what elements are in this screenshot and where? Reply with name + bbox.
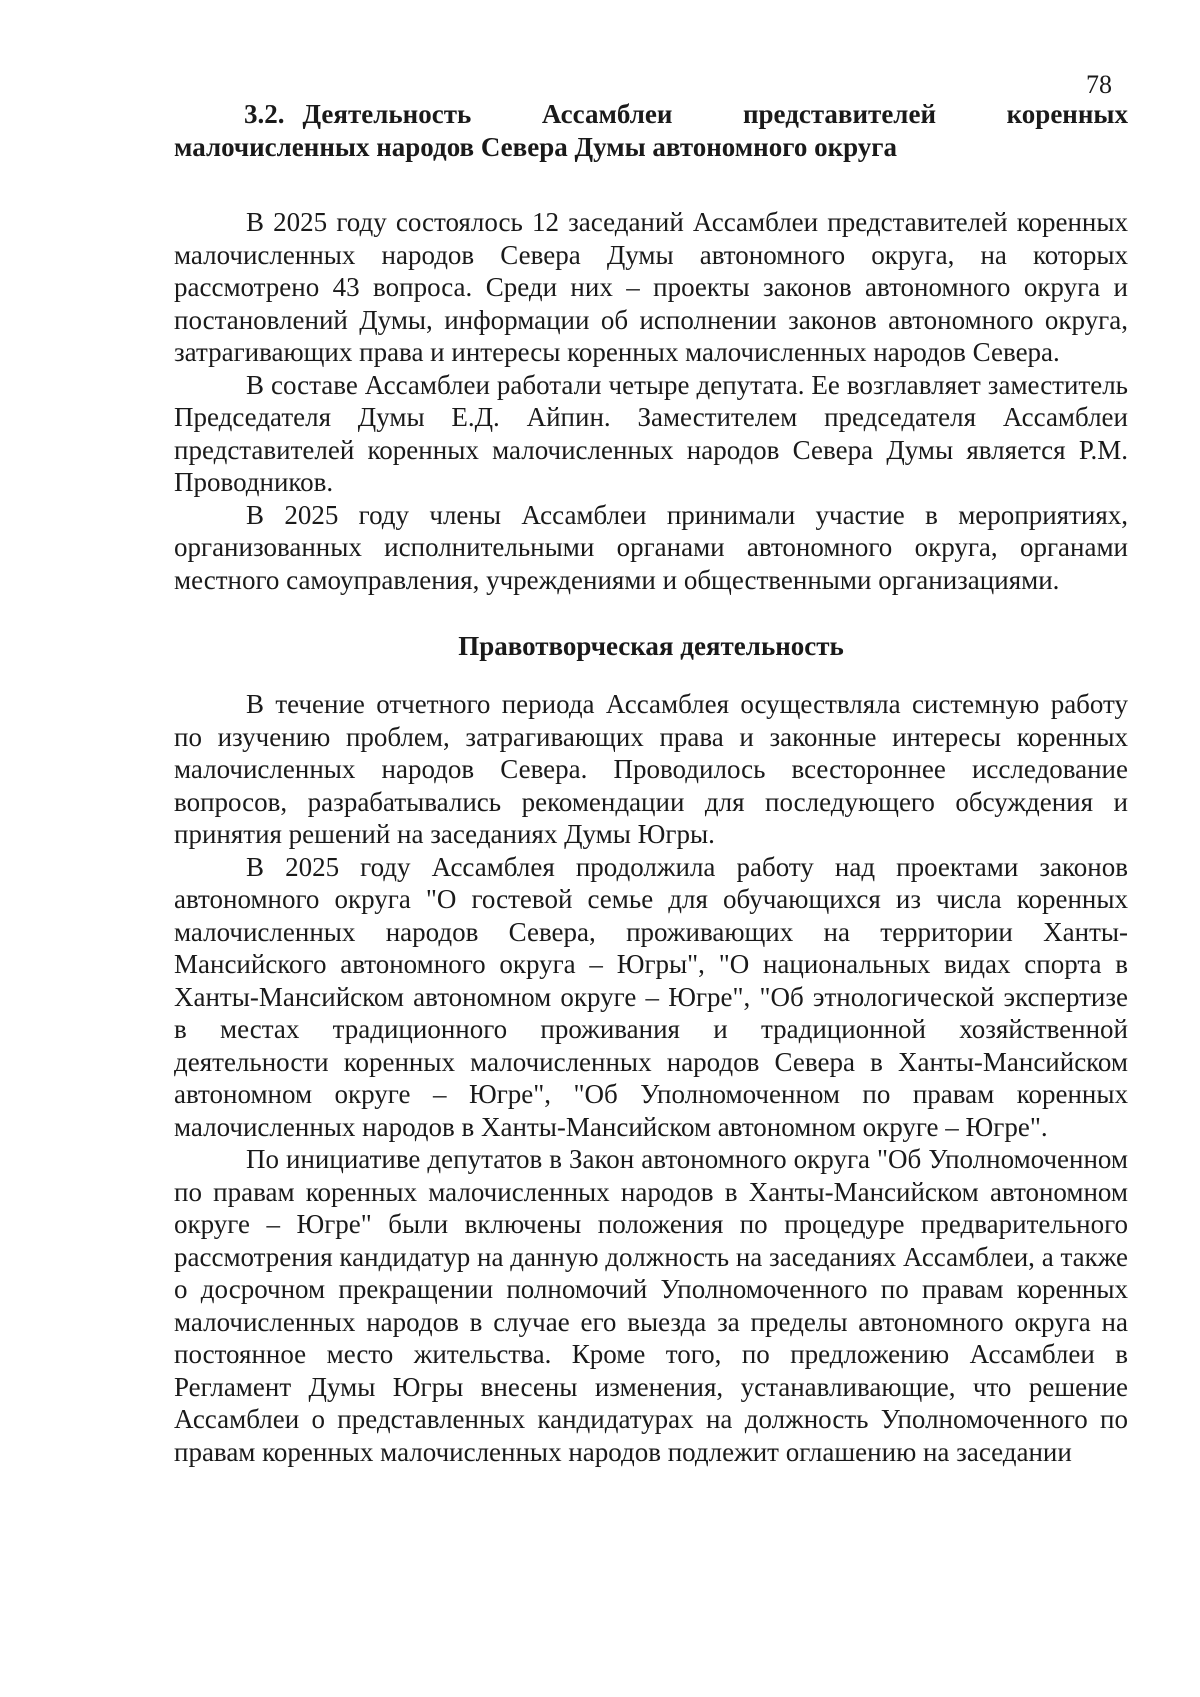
paragraph-events: В 2025 году члены Ассамблеи принимали участие в мероприятиях, организованных исполнительными органами автономного округа, органами местного самоуправления, учреждениями и общественными организациями. (174, 499, 1128, 595)
page-number: 78 (1086, 70, 1112, 99)
paragraph-ombudsman-law: По инициативе депутатов в Закон автономного округа "Об Уполномоченном по правам коренных малочисленных народов в Ханты-Мансийском автономном округе – Югре" были включены положения по процедуре предварительного рассмотрения кандидатур на данную должность на заседаниях Ассамблеи, а также о досрочном прекращении полномочий Уполномоченного по правам коренных малочисленных народов в случае его выезда за пределы автономного округа на постоянное место жительства. Кроме того, по предложению Ассамблеи в Регламент Думы Югры внесены изменения, устанавливающие, что решение Ассамблеи о представленных кандидатурах на должность Уполномоченного по правам коренных малочисленных народов подлежит оглашению на заседании (174, 1144, 1128, 1467)
spacer (174, 164, 1128, 206)
subheading-lawmaking: Правотворческая деятельность (458, 631, 844, 661)
section-heading (174, 98, 1128, 164)
paragraph-composition: В составе Ассамблеи работали четыре депутата. Ее возглавляет заместитель Председателя Думы Е.Д. Айпин. Заместителем председателя Ассамблеи представителей коренных малочисленных народов Севера Думы является Р.М. Проводников. (174, 369, 1128, 497)
section-number: 3.2. (244, 99, 285, 129)
paragraph-sessions: В 2025 году состоялось 12 заседаний Ассамблеи представителей коренных малочисленных народов Севера Думы автономного округа, на которых рассмотрено 43 вопроса. Среди них – проекты законов автономного округа и постановлений Думы, информации об исполнении законов автономного округа, затрагивающих права и интересы коренных малочисленных народов Севера. (174, 207, 1128, 367)
page-content (174, 98, 1128, 1468)
paragraph-draft-laws: В 2025 году Ассамблея продолжила работу над проектами законов автономного округа "О гостевой семье для обучающихся из числа коренных малочисленных народов Севера, проживающих на территории Ханты-Мансийского автономного округа – Югры", "О национальных видах спорта в Ханты-Мансийском автономном округе – Югре", "Об этнологической экспертизе в местах традиционного проживания и традиционной хозяйственной деятельности коренных малочисленных народов Севера в Ханты-Мансийском автономном округе – Югре", "Об Уполномоченном по правам коренных малочисленных народов в Ханты-Мансийском автономном округе – Югре". (174, 851, 1128, 1142)
paragraph-reporting-period: В течение отчетного периода Ассамблея осуществляла системную работу по изучению проблем, затрагивающих права и законные интересы коренных малочисленных народов Севера. Проводилось всестороннее исследование вопросов, разрабатывались рекомендации для последующего обсуждения и принятия решений на заседаниях Думы Югры. (174, 689, 1128, 849)
section-title: Деятельность Ассамблеи представителей коренных малочисленных народов Севера Думы автономного округа (174, 99, 1128, 162)
